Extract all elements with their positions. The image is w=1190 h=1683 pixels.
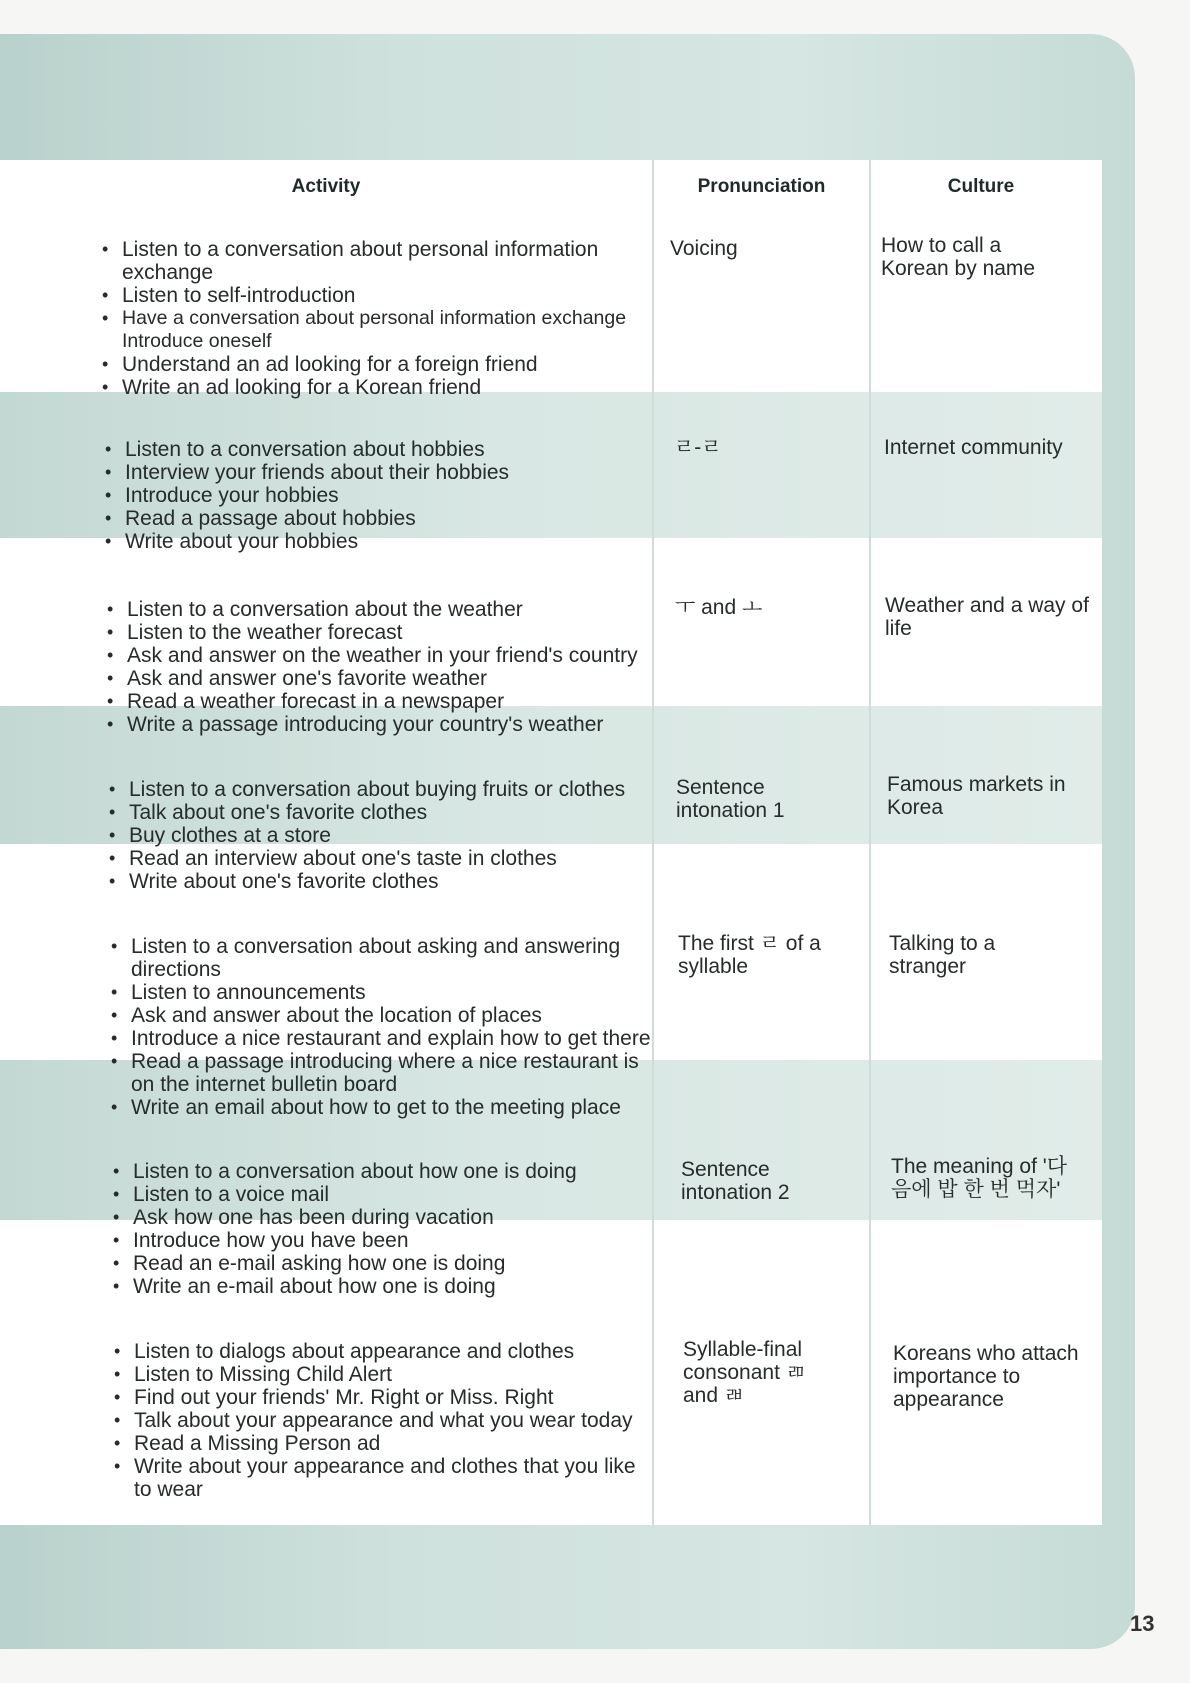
activity-item: • Listen to a conversation about hobbies: [103, 438, 648, 461]
row-4-culture: Famous markets in Korea: [887, 773, 1066, 819]
activity-item: • Read a Missing Person ad: [112, 1432, 657, 1455]
row-1-pronunciation: Voicing: [670, 237, 738, 260]
activity-item: • Talk about your appearance and what you wear today: [112, 1409, 657, 1432]
row-4-activities: [107, 778, 652, 893]
activity-item: • Read a passage about hobbies: [103, 507, 648, 530]
activity-item: • Ask and answer about the location of places: [109, 1004, 654, 1027]
activity-item: • Listen to the weather forecast: [105, 621, 650, 644]
row-5-activities: [109, 935, 654, 1119]
row-7-activities: [112, 1340, 657, 1501]
activity-item: • Write about your hobbies: [103, 530, 648, 553]
activity-item: • Write a passage introducing your country's weather: [105, 713, 650, 736]
row-2-pronunciation: ㄹ-ㄹ: [674, 436, 722, 459]
row-7-culture: Koreans who attach importance to appearance: [893, 1342, 1079, 1411]
activity-item: • Write an email about how to get to the meeting place: [109, 1096, 654, 1119]
row-7-pronunciation: Syllable-final consonant ㄻ and ㄼ: [683, 1338, 807, 1407]
activity-item: • Read a weather forecast in a newspaper: [105, 690, 650, 713]
row-3-activities: [105, 598, 650, 736]
row-3-culture: Weather and a way of life: [885, 594, 1089, 640]
page-number: 13: [1130, 1611, 1155, 1636]
row-5-culture: Talking to a stranger: [889, 932, 996, 978]
activity-item: • Listen to announcements: [109, 981, 654, 1004]
activity-item: • Listen to dialogs about appearance and clothes: [112, 1340, 657, 1363]
activity-item: • Interview your friends about their hobbies: [103, 461, 648, 484]
row-1-activities: [100, 238, 645, 399]
row-6-pronunciation: Sentence intonation 2: [681, 1158, 790, 1204]
column-divider-1: [652, 160, 654, 1525]
row-1-culture: How to call a Korean by name: [881, 234, 1036, 280]
row-2-activities: [103, 438, 648, 553]
activity-item: • Introduce a nice restaurant and explain how to get there: [109, 1027, 654, 1050]
row-5-pronunciation: The first ㄹ of a syllable: [678, 932, 821, 978]
activity-item: • Introduce how you have been: [111, 1229, 656, 1252]
activity-item: • Listen to a conversation about buying fruits or clothes: [107, 778, 652, 801]
activity-item: • Write an ad looking for a Korean friend: [100, 376, 645, 399]
activity-item: • Listen to a conversation about asking and answering directions: [109, 935, 654, 981]
activity-item: • Read a passage introducing where a nice restaurant is on the internet bulletin board: [109, 1050, 654, 1096]
row-6-activities: [111, 1160, 656, 1298]
row-4-pronunciation: Sentence intonation 1: [676, 776, 785, 822]
row-3-pronunciation: ㅜ and ㅗ: [675, 596, 763, 619]
header-activity: Activity: [291, 176, 361, 197]
activity-item: • Ask and answer on the weather in your friend's country: [105, 644, 650, 667]
activity-item: • Read an e-mail asking how one is doing: [111, 1252, 656, 1275]
activity-item: • Ask how one has been during vacation: [111, 1206, 656, 1229]
activity-item: • Have a conversation about personal information exchange Introduce oneself: [100, 307, 645, 353]
activity-item: • Write an e-mail about how one is doing: [111, 1275, 656, 1298]
activity-item: • Find out your friends' Mr. Right or Miss. Right: [112, 1386, 657, 1409]
activity-item: • Write about your appearance and clothes that you like to wear: [112, 1455, 657, 1501]
activity-item: • Write about one's favorite clothes: [107, 870, 652, 893]
header-culture: Culture: [947, 176, 1015, 197]
activity-item: • Listen to a conversation about how one is doing: [111, 1160, 656, 1183]
activity-item: • Listen to a conversation about personal information exchange: [100, 238, 645, 284]
row-6-culture: The meaning of '다음에 밥 한 번 먹자': [891, 1155, 1068, 1201]
activity-item: • Listen to a voice mail: [111, 1183, 656, 1206]
activity-item: • Introduce your hobbies: [103, 484, 648, 507]
activity-item: • Talk about one's favorite clothes: [107, 801, 652, 824]
activity-item: • Listen to a conversation about the weather: [105, 598, 650, 621]
row-2-culture: Internet community: [884, 436, 1063, 459]
header-pronunciation: Pronunciation: [697, 176, 826, 197]
curriculum-table: [0, 160, 1102, 1525]
activity-item: • Read an interview about one's taste in clothes: [107, 847, 652, 870]
activity-item: • Listen to self-introduction: [100, 284, 645, 307]
column-divider-2: [869, 160, 871, 1525]
activity-item: • Ask and answer one's favorite weather: [105, 667, 650, 690]
activity-item: • Listen to Missing Child Alert: [112, 1363, 657, 1386]
activity-item: • Understand an ad looking for a foreign friend: [100, 353, 645, 376]
activity-item: • Buy clothes at a store: [107, 824, 652, 847]
